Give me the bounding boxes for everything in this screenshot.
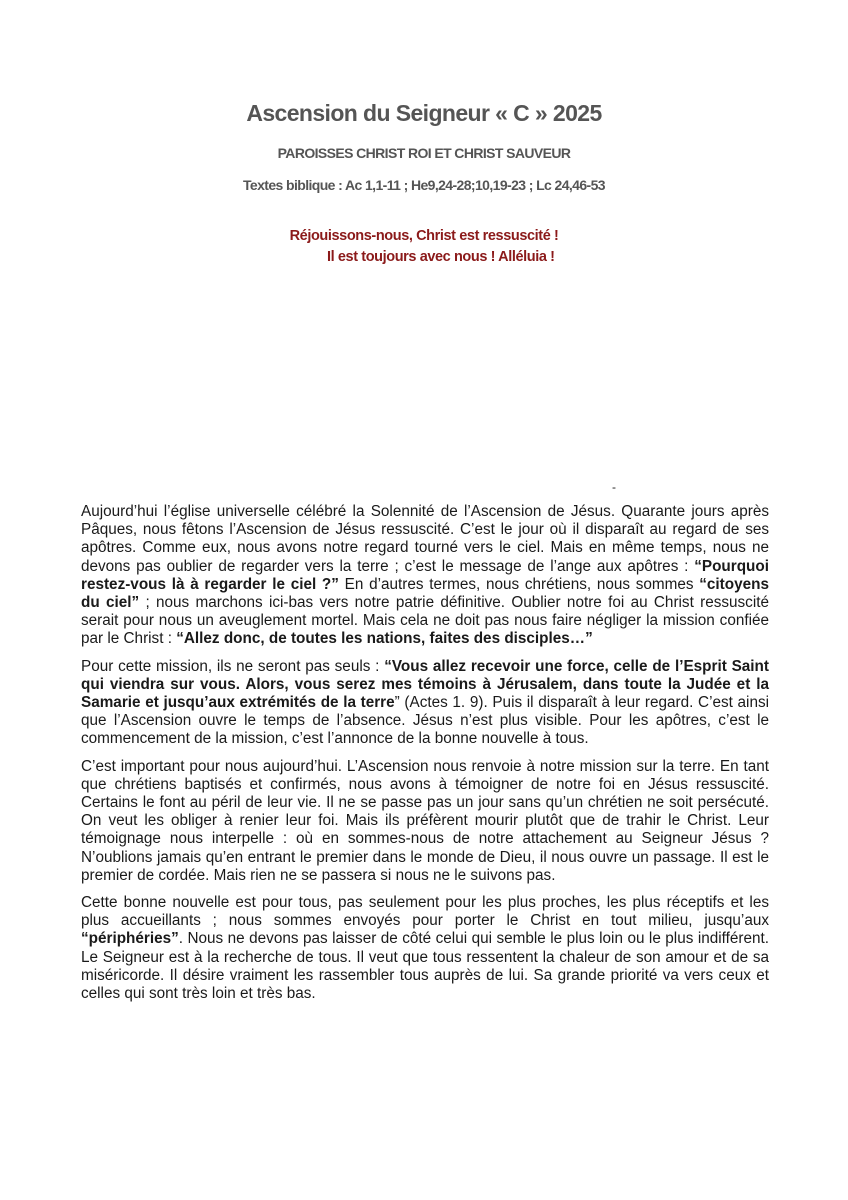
bible-references: Textes biblique : Ac 1,1-11 ; He9,24-28;10,19-23 ; Lc 24,46-53 — [243, 177, 605, 193]
paragraph-1-text-2: En d’autres termes, nous chrétiens, nous sommes — [338, 575, 700, 593]
paragraph-1 — [81, 503, 769, 649]
paragraph-1-quote-1: “Pourquoi restez-vous là à regarder le ciel ?” — [81, 557, 769, 593]
paragraph-1-quote-2: “citoyens du ciel” — [81, 575, 769, 612]
paragraph-3 — [81, 758, 769, 885]
parish-name: PAROISSES CHRIST ROI ET CHRIST SAUVEUR — [277, 145, 571, 161]
paragraph-3-text-1: C’est important pour nous aujourd’hui. L’Ascension nous renvoie à notre mission sur la terre. En tant que chrétiens baptisés et confirmés, nous avons à témoigner de notre foi en Jésus ressuscité. Certains le font au péril de leur vie. Il ne se passe pas un jour sans qu’un chrétien ne soit persécuté. On veut les obliger à renier leur foi. Mais ils préfèrent mourir plutôt que de trahir le Christ. Leur témoignage nous interpelle : où en sommes-nous de notre attachement au Seigneur Jésus ? N’oublions jamais qu’en entrant le premier dans le monde de Dieu, il nous ouvre un passage. Il est le premier de cordée. Mais rien ne se passera si nous ne le suivons pas. — [81, 757, 769, 884]
paragraph-2-text-2: ” (Actes 1. 9). Puis il disparaît à leur regard. C’est ainsi que l’Ascension ouvre le temps de l’absence. Jésus n’est plus visible. Pour les apôtres, c’est le commencement de la mission, c’est l’annonce de la bonne nouvelle à tous. — [81, 694, 769, 748]
paragraph-2-quote-1: “Vous allez recevoir une force, celle de l’Esprit Saint qui viendra sur vous. Alors, vous serez mes témoins à Jérusalem, dans toute la Judée et la Samarie et jusqu’aux extrémités de la terre — [81, 657, 769, 712]
paragraph-1-text-3: ; nous marchons ici-bas vers notre patrie définitive. Oublier notre foi au Christ ressuscité serait pour nous un aveuglement mortel. Mais cela ne doit pas nous faire négliger la mission confiée par le Christ : — [81, 594, 769, 648]
homily-body — [81, 503, 769, 1012]
paragraph-2-text-1: Pour cette mission, ils ne seront pas seuls : — [81, 657, 385, 675]
paragraph-1-text-1: Aujourd’hui l’église universelle célébré la Solennité de l’Ascension de Jésus. Quarante jours après Pâques, nous fêtons l’Ascension de Jésus ressuscité. C’est le jour où il disparaît au regard de ses apôtres. Comme eux, nous avons notre regard tourné vers le ciel. Mais en même temps, nous ne devons pas oublier de regarder vers la terre ; c’est le message de l’ange aux apôtres : — [81, 503, 769, 575]
paragraph-4-text-2: . Nous ne devons pas laisser de côté celui qui semble le plus loin ou le plus indifférent. Le Seigneur est à la recherche de tous. Il veut que tous ressentent la chaleur de son amour et de sa miséricorde. Il désire vraiment les rassembler tous auprès de lui. Sa grande priorité va vers ceux et celles qui sont très loin et très bas. — [81, 930, 769, 1003]
paragraph-4-text-1: Cette bonne nouvelle est pour tous, pas seulement pour les plus proches, les plus réceptifs et les plus accueillants ; nous sommes envoyés pour porter le Christ en tout milieu, jusqu’aux — [81, 894, 769, 930]
separator-dash: - — [612, 480, 616, 494]
paragraph-4 — [81, 894, 769, 1003]
acclamation-line-2: Il est toujours avec nous ! Alléluia ! — [327, 249, 555, 265]
acclamation-line-1: Réjouissons-nous, Christ est ressuscité ! — [289, 228, 559, 244]
paragraph-4-quote-1: “périphéries” — [81, 930, 179, 948]
paragraph-2 — [81, 658, 769, 749]
document-title: Ascension du Seigneur « C » 2025 — [246, 100, 602, 126]
paragraph-1-quote-3: “Allez donc, de toutes les nations, faites des disciples…” — [176, 630, 593, 648]
